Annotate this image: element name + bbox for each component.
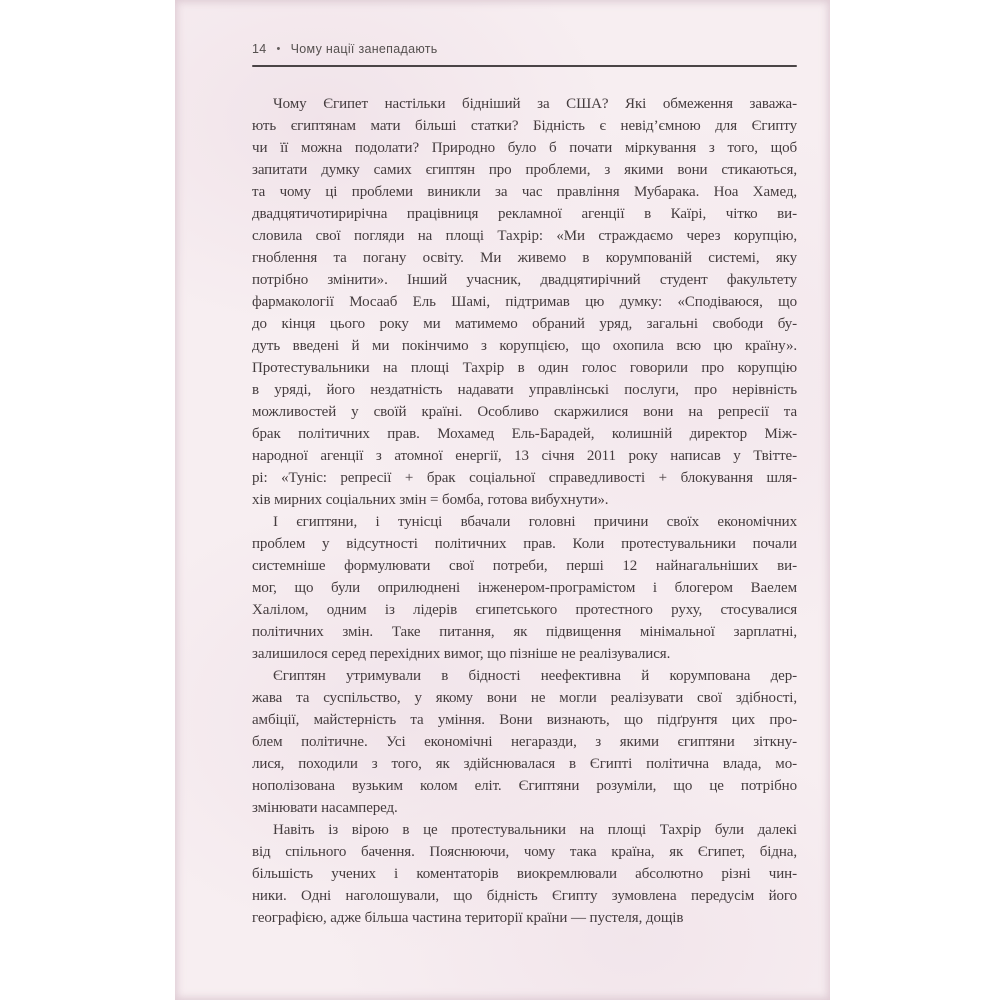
text-line: жава та суспільство, у якому вони не могли реалізувати свої здібності, [252, 690, 797, 706]
text-line: амбіції, майстерність та уміння. Вони визнають, що підґрунтя цих про- [252, 712, 797, 728]
running-title: Чому нації занепадають [290, 42, 438, 56]
page-content [252, 0, 797, 929]
text-line: мог, що були оприлюднені інженером-програмістом і блогером Ваелем [252, 580, 797, 596]
page-body [252, 93, 797, 929]
page-number: 14 [252, 42, 267, 56]
text-line: в уряді, його нездатність надавати управлінські послуги, про нерівність [252, 382, 797, 398]
text-line: Халілом, одним із лідерів єгипетського протестного руху, стосувалися [252, 602, 797, 618]
header-rule [252, 65, 797, 67]
text-line: ники. Одні наголошували, що бідність Єгипту зумовлена передусім його [252, 888, 797, 904]
paragraph [252, 819, 797, 929]
text-line: ють єгиптянам мати більші статки? Бідність є невід’ємною для Єгипту [252, 118, 797, 134]
paragraph [252, 665, 797, 819]
text-line: нополізована вузьким колом еліт. Єгиптяни розуміли, що це потрібно [252, 778, 797, 794]
text-line: можливостей у своїй країні. Особливо скаржилися вони на репресії та [252, 404, 797, 420]
text-line: блем політичне. Усі економічні негаразди, з якими єгиптяни зіткну- [252, 734, 797, 750]
text-line: запитати думку самих єгиптян про проблеми, з якими вони стикаються, [252, 162, 797, 178]
text-line: залишилося серед перехідних вимог, що пізніше не реалізувалися. [252, 646, 671, 662]
text-line: та чому ці проблеми виникли за час правління Мубарака. Ноа Хамед, [252, 184, 797, 200]
text-line: хів мирних соціальних змін = бомба, готова вибухнути». [252, 492, 609, 508]
text-line: більшість учених і коментаторів виокремлювали абсолютно різні чин- [252, 866, 797, 882]
text-line: рі: «Туніс: репресії + брак соціальної справедливості + блокування шля- [252, 470, 797, 486]
text-line: двадцятичотирирічна працівниця рекламної агенції в Каїрі, чітко ви- [252, 206, 797, 222]
text-line: системніше формулювати свої потреби, перші 12 найнагальніших ви- [252, 558, 797, 574]
text-line: дуть введені й ми покінчимо з корупцією, що охопила всю цю країну». [252, 338, 797, 354]
text-line: Навіть із вірою в це протестувальники на площі Тахрір були далекі [273, 822, 797, 838]
paragraph [252, 511, 797, 665]
text-line: потрібно змінити». Інший учасник, двадцятирічний студент факультету [252, 272, 797, 288]
text-line: брак політичних прав. Мохамед Ель-Барадей, колишній директор Між- [252, 426, 797, 442]
text-line: змінювати насамперед. [252, 800, 398, 816]
text-line: Єгиптян утримували в бідності неефективна й корумпована дер- [273, 668, 797, 684]
text-line: Протестувальники на площі Тахрір в один голос говорили про корупцію [252, 360, 797, 376]
text-line: гноблення та погану освіту. Ми живемо в корумпованій системі, яку [252, 250, 797, 266]
text-line: фармакології Мосааб Ель Шамі, підтримав цю думку: «Сподіваюся, що [252, 294, 797, 310]
text-line: проблем у відсутності політичних прав. Коли протестувальники почали [252, 536, 797, 552]
text-line: чи її можна подолати? Природно було б почати міркування з того, щоб [252, 140, 797, 156]
text-line: лися, походили з того, як здійснювалася в Єгипті політична влада, мо- [252, 756, 797, 772]
text-line: політичних змін. Таке питання, як підвищення мінімальної зарплатні, [252, 624, 797, 640]
text-line: народної агенції з атомної енергії, 13 січня 2011 року написав у Твітте- [252, 448, 797, 464]
header-separator: • [276, 43, 281, 55]
text-line: словила свої погляди на площі Тахрір: «Ми страждаємо через корупцію, [252, 228, 797, 244]
text-line: Чому Єгипет настільки бідніший за США? Які обмеження заважа- [273, 96, 797, 112]
page-header [252, 42, 797, 56]
paragraph [252, 93, 797, 511]
text-line: географією, адже більша частина території країни — пустеля, дощів [252, 910, 684, 926]
text-line: І єгиптяни, і тунісці вбачали головні причини своїх економічних [273, 514, 797, 530]
text-line: до кінця цього року ми матимемо обраний уряд, загальні свободи бу- [252, 316, 797, 332]
text-line: від спільного бачення. Пояснюючи, чому така країна, як Єгипет, бідна, [252, 844, 797, 860]
book-page [175, 0, 830, 1000]
